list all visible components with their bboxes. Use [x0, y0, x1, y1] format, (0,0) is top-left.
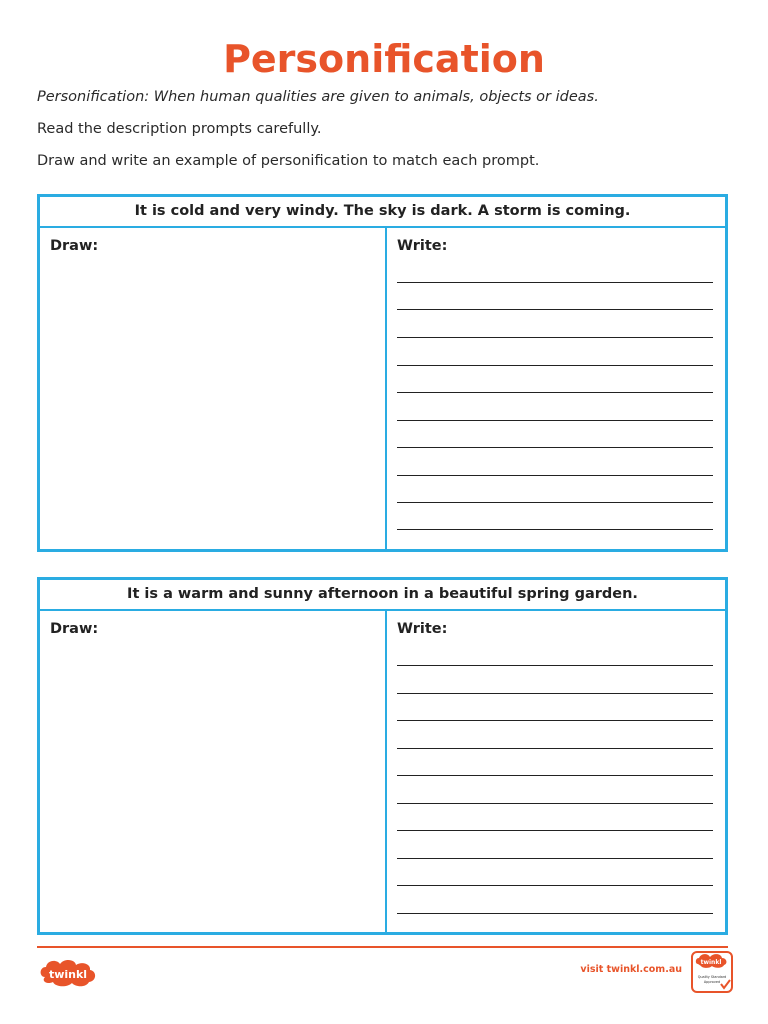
writing-line[interactable]	[397, 337, 713, 338]
draw-area[interactable]	[40, 228, 387, 549]
twinkl-logo	[37, 955, 99, 989]
writing-line[interactable]	[397, 748, 713, 749]
write-label: Write:	[397, 621, 448, 637]
writing-line[interactable]	[397, 392, 713, 393]
instruction-draw-write: Draw and write an example of personification to match each prompt.	[37, 153, 540, 169]
activity-prompt: It is a warm and sunny afternoon in a beautiful spring garden.	[40, 580, 725, 611]
page-title: Personification	[223, 37, 545, 81]
writing-line[interactable]	[397, 282, 713, 283]
badge-text: twinkl	[700, 959, 722, 966]
write-area[interactable]	[387, 611, 725, 932]
writing-line[interactable]	[397, 529, 713, 530]
draw-label: Draw:	[50, 621, 99, 637]
activity-box-2	[37, 577, 728, 935]
writing-line[interactable]	[397, 665, 713, 666]
activity-box-1	[37, 194, 728, 552]
svg-text:Quality Standard: Quality Standard	[697, 975, 727, 979]
writing-line[interactable]	[397, 830, 713, 831]
draw-label: Draw:	[50, 238, 99, 254]
writing-line[interactable]	[397, 775, 713, 776]
definition-text: Personification: When human qualities are given to animals, objects or ideas.	[37, 89, 599, 105]
svg-text:Approved: Approved	[703, 980, 721, 984]
instruction-read: Read the description prompts carefully.	[37, 121, 322, 137]
logo-text: twinkl	[48, 968, 88, 981]
writing-line[interactable]	[397, 447, 713, 448]
writing-line[interactable]	[397, 858, 713, 859]
writing-line[interactable]	[397, 693, 713, 694]
writing-line[interactable]	[397, 309, 713, 310]
write-label: Write:	[397, 238, 448, 254]
quality-standard-badge	[690, 950, 734, 994]
writing-line[interactable]	[397, 420, 713, 421]
draw-area[interactable]	[40, 611, 387, 932]
writing-line[interactable]	[397, 475, 713, 476]
writing-line[interactable]	[397, 502, 713, 503]
writing-line[interactable]	[397, 720, 713, 721]
writing-line[interactable]	[397, 365, 713, 366]
writing-line[interactable]	[397, 803, 713, 804]
write-area[interactable]	[387, 228, 725, 549]
writing-line[interactable]	[397, 913, 713, 914]
visit-website-link[interactable]: visit twinkl.com.au	[580, 964, 682, 975]
writing-line[interactable]	[397, 885, 713, 886]
footer-divider	[37, 946, 728, 948]
activity-prompt: It is cold and very windy. The sky is dark. A storm is coming.	[40, 197, 725, 228]
